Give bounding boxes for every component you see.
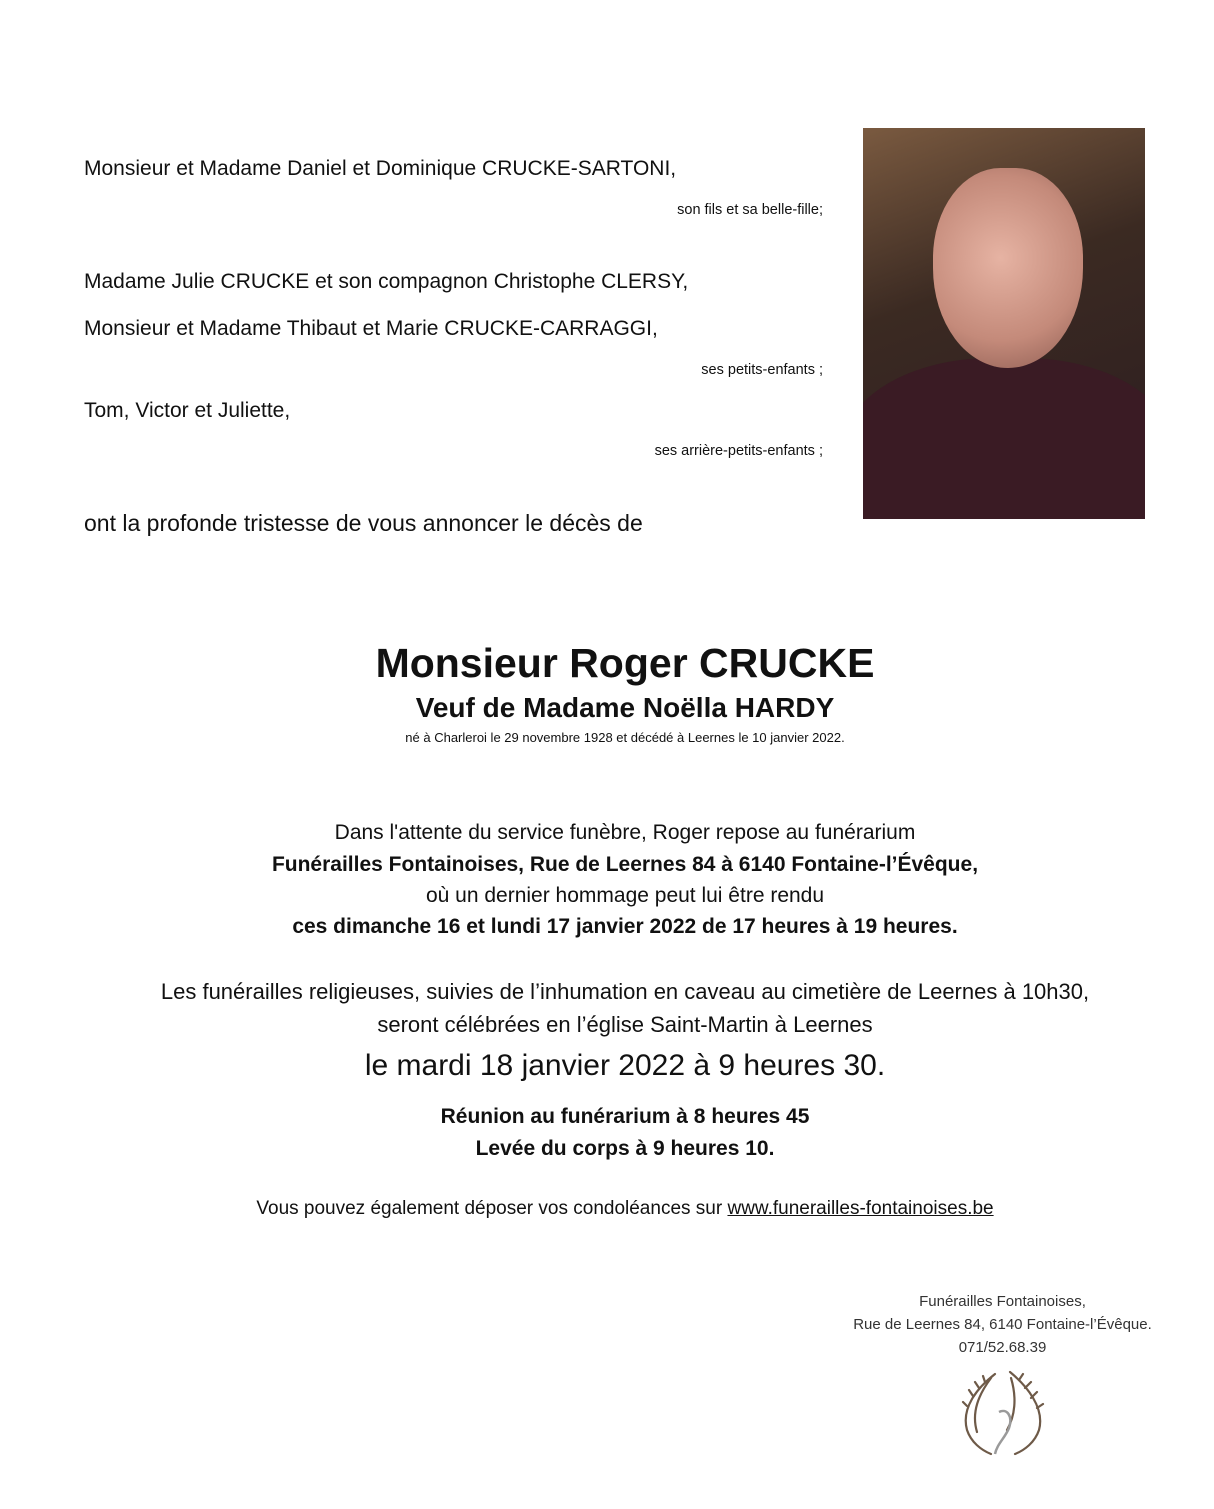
funeral-date: le mardi 18 janvier 2022 à 9 heures 30. xyxy=(364,1049,886,1082)
departure-time: Levée du corps à 9 heures 10. xyxy=(475,1137,775,1160)
relation-son: son fils et sa belle-fille; xyxy=(677,202,823,218)
condolences-line xyxy=(0,1199,1214,1218)
family-line-1: Monsieur et Madame Daniel et Dominique CRUCKE-SARTONI, xyxy=(84,157,677,180)
portrait-photo xyxy=(863,128,1145,519)
relation-grandchildren: ses petits-enfants ; xyxy=(701,362,823,378)
birth-death-dates: né à Charleroi le 29 novembre 1928 et décédé à Leernes le 10 janvier 2022. xyxy=(405,730,845,745)
announcement: ont la profonde tristesse de vous annoncer le décès de xyxy=(84,510,643,536)
gathering-time: Réunion au funérarium à 8 heures 45 xyxy=(440,1105,810,1128)
condolences-text: Vous pouvez également déposer vos condoléances sur xyxy=(256,1198,728,1219)
footer-phone: 071/52.68.39 xyxy=(958,1339,1047,1356)
condolences-link[interactable]: www.funerailles-fontainoises.be xyxy=(727,1198,994,1219)
relation-great-grandchildren: ses arrière-petits-enfants ; xyxy=(654,443,823,459)
footer-address: Rue de Leernes 84, 6140 Fontaine-l’Évêque. xyxy=(853,1316,1152,1333)
footer-company: Funérailles Fontainoises, xyxy=(919,1293,1086,1310)
visitation-dates: ces dimanche 16 et lundi 17 janvier 2022 de 17 heures à 19 heures. xyxy=(292,915,958,938)
phoenix-logo-icon xyxy=(955,1368,1050,1458)
funeral-line-1: Les funérailles religieuses, suivies de l’inhumation en caveau au cimetière de Leernes à 10h30, xyxy=(160,979,1090,1004)
funeral-line-2: seront célébrées en l’église Saint-Martin à Leernes xyxy=(377,1012,873,1037)
family-line-4: Tom, Victor et Juliette, xyxy=(84,399,291,422)
visitation-line-3: où un dernier hommage peut lui être rendu xyxy=(425,884,825,907)
family-line-2: Madame Julie CRUCKE et son compagnon Christophe CLERSY, xyxy=(84,270,689,293)
family-line-3: Monsieur et Madame Thibaut et Marie CRUCKE-CARRAGGI, xyxy=(84,317,658,340)
visitation-line-1: Dans l'attente du service funèbre, Roger repose au funérarium xyxy=(334,821,916,844)
visitation-location: Funérailles Fontainoises, Rue de Leernes 84 à 6140 Fontaine-l’Évêque, xyxy=(271,853,979,876)
widow-of: Veuf de Madame Noëlla HARDY xyxy=(415,692,835,723)
deceased-name: Monsieur Roger CRUCKE xyxy=(375,640,875,686)
